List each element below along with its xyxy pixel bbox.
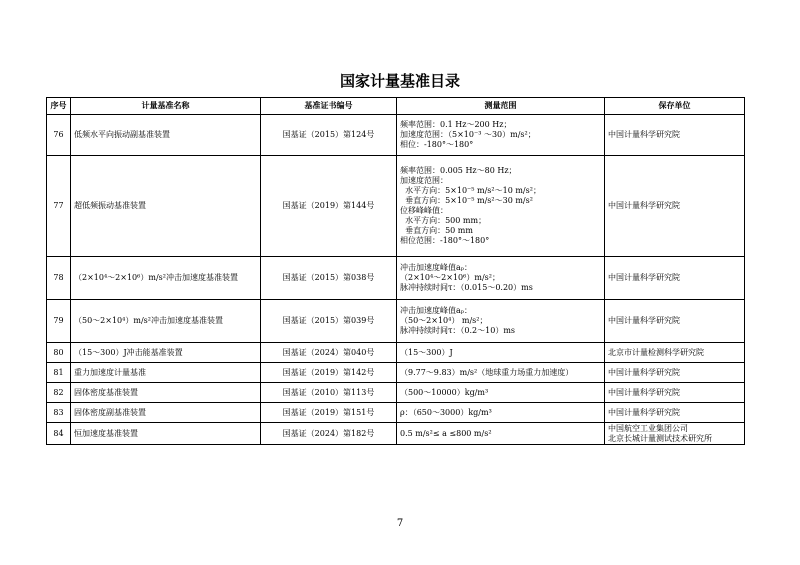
range-line: 相位：-180°～180° bbox=[400, 140, 474, 149]
range-line: （2×10⁴～2×10⁶）m/s²； bbox=[400, 273, 500, 282]
cell-cert: 国基证（2024）第040号 bbox=[261, 343, 397, 363]
table-row bbox=[47, 115, 745, 156]
page-number: 7 bbox=[396, 518, 404, 529]
range-line: （9.77～9.83）m/s²（地球重力场重力加速度） bbox=[400, 367, 574, 377]
cell-range bbox=[397, 300, 605, 343]
range-line: 0.5 m/s²≤ a ≤800 m/s² bbox=[400, 428, 492, 438]
range-line: 相位范围：-180°～180° bbox=[400, 236, 490, 245]
range-line: 加速度范围：（5×10⁻³ ～30）m/s²； bbox=[400, 130, 536, 139]
cell-no: 84 bbox=[47, 423, 71, 445]
cell-name: （50～2×10⁴）m/s²冲击加速度基准装置 bbox=[71, 300, 261, 343]
cell-name: 超低频振动基准装置 bbox=[71, 156, 261, 257]
cell-unit bbox=[605, 383, 745, 403]
cell-name: 固体密度副基准装置 bbox=[71, 403, 261, 423]
catalog-table bbox=[46, 97, 745, 445]
range-line: 频率范围：0.1 Hz～200 Hz； bbox=[400, 120, 512, 129]
cell-cert: 国基证（2019）第144号 bbox=[261, 156, 397, 257]
cell-name: 固体密度基准装置 bbox=[71, 383, 261, 403]
unit-line: 中国计量科学研究院 bbox=[608, 201, 680, 210]
cell-no: 81 bbox=[47, 363, 71, 383]
cell-unit bbox=[605, 403, 745, 423]
cell-range bbox=[397, 115, 605, 156]
cell-no: 78 bbox=[47, 257, 71, 300]
cell-no: 83 bbox=[47, 403, 71, 423]
cell-unit bbox=[605, 300, 745, 343]
table-header-row bbox=[47, 98, 745, 115]
range-line: （500～10000）kg/m³ bbox=[400, 387, 489, 397]
unit-line: 北京长城计量测试技术研究所 bbox=[608, 433, 712, 443]
cell-cert: 国基证（2019）第142号 bbox=[261, 363, 397, 383]
cell-cert: 国基证（2019）第151号 bbox=[261, 403, 397, 423]
cell-no: 80 bbox=[47, 343, 71, 363]
range-line: 频率范围：0.005 Hz～80 Hz； bbox=[400, 166, 517, 175]
cell-unit bbox=[605, 423, 745, 445]
header-cert: 基准证书编号 bbox=[261, 98, 397, 115]
table-row bbox=[47, 300, 745, 343]
range-line: 垂直方向：5×10⁻⁵ m/s²～30 m/s² bbox=[400, 196, 533, 205]
cell-no: 77 bbox=[47, 156, 71, 257]
unit-line: 中国计量科学研究院 bbox=[608, 407, 680, 417]
cell-range bbox=[397, 383, 605, 403]
cell-no: 82 bbox=[47, 383, 71, 403]
cell-cert: 国基证（2015）第039号 bbox=[261, 300, 397, 343]
range-line: （15～300）J bbox=[400, 347, 453, 357]
table-row bbox=[47, 423, 745, 445]
cell-name: 低频水平向振动副基准装置 bbox=[71, 115, 261, 156]
unit-line: 中国计量科学研究院 bbox=[608, 387, 680, 397]
range-line: 水平方向：500 mm； bbox=[400, 216, 487, 225]
range-line: （50～2×10⁴） m/s²； bbox=[400, 316, 488, 325]
range-line: ρ：（650～3000）kg/m³ bbox=[400, 407, 492, 417]
cell-range bbox=[397, 257, 605, 300]
cell-cert: 国基证（2024）第182号 bbox=[261, 423, 397, 445]
cell-name: （15～300）J冲击能基准装置 bbox=[71, 343, 261, 363]
table-row bbox=[47, 403, 745, 423]
cell-no: 79 bbox=[47, 300, 71, 343]
range-line: 冲击加速度峰值aₚ： bbox=[400, 306, 472, 315]
cell-name: 重力加速度计量基准 bbox=[71, 363, 261, 383]
cell-name: 恒加速度基准装置 bbox=[71, 423, 261, 445]
unit-line: 中国计量科学研究院 bbox=[608, 130, 680, 139]
table-row bbox=[47, 343, 745, 363]
unit-line: 中国计量科学研究院 bbox=[608, 273, 680, 282]
cell-no: 76 bbox=[47, 115, 71, 156]
cell-range bbox=[397, 403, 605, 423]
range-line: 脉冲持续时间τ：（0.015～0.20）ms bbox=[400, 283, 533, 292]
range-line: 冲击加速度峰值aₚ： bbox=[400, 263, 472, 272]
unit-line: 中国航空工业集团公司 bbox=[608, 423, 688, 433]
table-row bbox=[47, 363, 745, 383]
unit-line: 中国计量科学研究院 bbox=[608, 367, 680, 377]
range-line: 水平方向：5×10⁻⁵ m/s²～10 m/s²； bbox=[400, 186, 541, 195]
range-line: 脉冲持续时间τ：（0.2～10）ms bbox=[400, 326, 516, 335]
header-name: 计量基准名称 bbox=[71, 98, 261, 115]
unit-line: 北京市计量检测科学研究院 bbox=[608, 347, 704, 357]
range-line: 加速度范围： bbox=[400, 176, 448, 185]
cell-range bbox=[397, 343, 605, 363]
range-line: 垂直方向：50 mm bbox=[400, 226, 473, 235]
header-unit: 保存单位 bbox=[605, 98, 745, 115]
table-row bbox=[47, 383, 745, 403]
page-title: 国家计量基准目录 bbox=[339, 72, 460, 90]
table-row bbox=[47, 156, 745, 257]
cell-cert: 国基证（2015）第038号 bbox=[261, 257, 397, 300]
cell-range bbox=[397, 363, 605, 383]
cell-cert: 国基证（2015）第124号 bbox=[261, 115, 397, 156]
cell-name: （2×10⁴～2×10⁶）m/s²冲击加速度基准装置 bbox=[71, 257, 261, 300]
cell-cert: 国基证（2010）第113号 bbox=[261, 383, 397, 403]
cell-unit bbox=[605, 343, 745, 363]
header-range: 测量范围 bbox=[397, 98, 605, 115]
unit-line: 中国计量科学研究院 bbox=[608, 316, 680, 325]
cell-range bbox=[397, 423, 605, 445]
range-line: 位移峰峰值： bbox=[400, 206, 448, 215]
table-row bbox=[47, 257, 745, 300]
cell-unit bbox=[605, 156, 745, 257]
cell-unit bbox=[605, 115, 745, 156]
cell-range bbox=[397, 156, 605, 257]
cell-unit bbox=[605, 257, 745, 300]
header-no: 序号 bbox=[47, 98, 71, 115]
cell-unit bbox=[605, 363, 745, 383]
